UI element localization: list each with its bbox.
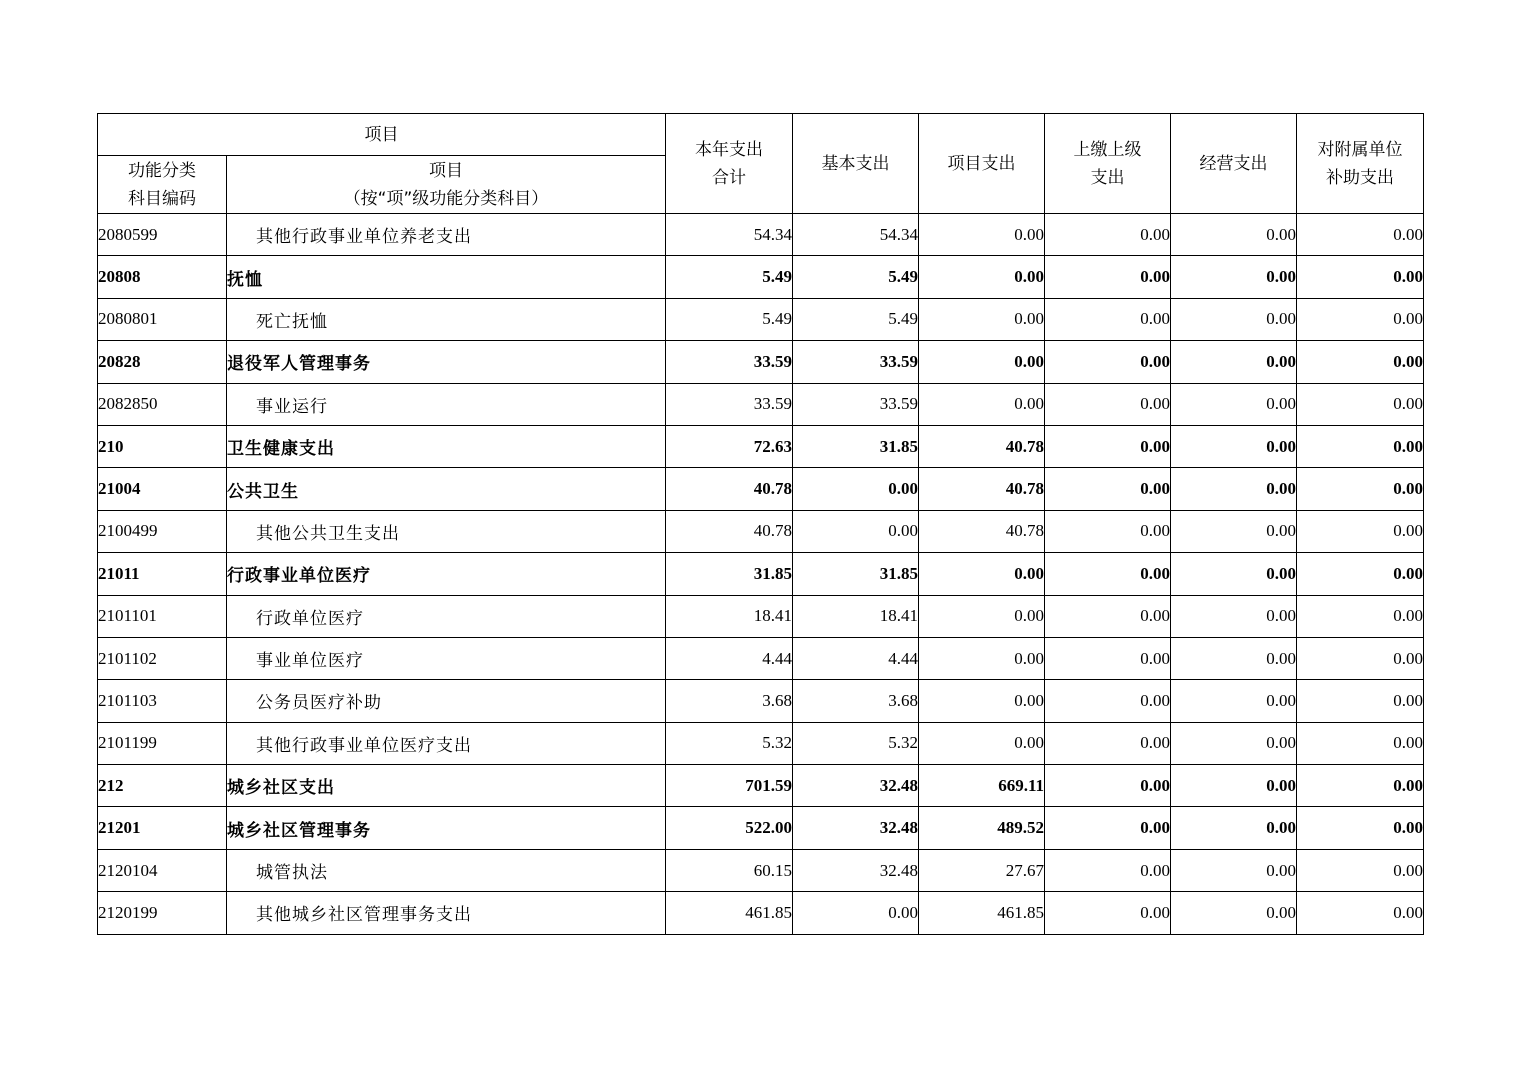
cell-basic: 3.68 bbox=[793, 680, 919, 722]
cell-total: 33.59 bbox=[666, 341, 793, 383]
cell-subsidy: 0.00 bbox=[1297, 807, 1424, 849]
cell-upper: 0.00 bbox=[1045, 553, 1171, 595]
cell-name: 行政单位医疗 bbox=[227, 595, 666, 637]
cell-basic: 0.00 bbox=[793, 892, 919, 934]
cell-upper: 0.00 bbox=[1045, 341, 1171, 383]
cell-basic: 5.49 bbox=[793, 298, 919, 340]
cell-business: 0.00 bbox=[1171, 722, 1297, 764]
cell-subsidy: 0.00 bbox=[1297, 595, 1424, 637]
cell-basic: 5.49 bbox=[793, 256, 919, 298]
header-name: 项目 （按“项”级功能分类科目） bbox=[227, 156, 666, 214]
cell-total: 54.34 bbox=[666, 214, 793, 256]
cell-subsidy: 0.00 bbox=[1297, 214, 1424, 256]
cell-upper: 0.00 bbox=[1045, 214, 1171, 256]
cell-basic: 32.48 bbox=[793, 849, 919, 891]
header-project: 项目支出 bbox=[919, 114, 1045, 214]
cell-total: 5.49 bbox=[666, 298, 793, 340]
table-row bbox=[98, 722, 1424, 764]
table-row bbox=[98, 849, 1424, 891]
cell-basic: 32.48 bbox=[793, 807, 919, 849]
cell-project: 489.52 bbox=[919, 807, 1045, 849]
cell-project: 0.00 bbox=[919, 680, 1045, 722]
header-upper: 上缴上级 支出 bbox=[1045, 114, 1171, 214]
table-row bbox=[98, 510, 1424, 552]
table-row bbox=[98, 214, 1424, 256]
table-row bbox=[98, 553, 1424, 595]
cell-total: 33.59 bbox=[666, 383, 793, 425]
cell-business: 0.00 bbox=[1171, 298, 1297, 340]
cell-project: 27.67 bbox=[919, 849, 1045, 891]
cell-subsidy: 0.00 bbox=[1297, 849, 1424, 891]
table-body bbox=[98, 214, 1424, 935]
cell-basic: 18.41 bbox=[793, 595, 919, 637]
cell-basic: 4.44 bbox=[793, 637, 919, 679]
cell-subsidy: 0.00 bbox=[1297, 341, 1424, 383]
table-row bbox=[98, 256, 1424, 298]
table-row bbox=[98, 383, 1424, 425]
table-row bbox=[98, 765, 1424, 807]
cell-total: 72.63 bbox=[666, 425, 793, 467]
table-row bbox=[98, 680, 1424, 722]
cell-upper: 0.00 bbox=[1045, 722, 1171, 764]
cell-code: 20808 bbox=[98, 256, 227, 298]
cell-code: 2101101 bbox=[98, 595, 227, 637]
cell-name: 事业单位医疗 bbox=[227, 637, 666, 679]
cell-code: 2100499 bbox=[98, 510, 227, 552]
cell-project: 40.78 bbox=[919, 425, 1045, 467]
cell-code: 2082850 bbox=[98, 383, 227, 425]
cell-name: 城乡社区管理事务 bbox=[227, 807, 666, 849]
cell-project: 461.85 bbox=[919, 892, 1045, 934]
cell-total: 522.00 bbox=[666, 807, 793, 849]
cell-subsidy: 0.00 bbox=[1297, 637, 1424, 679]
cell-basic: 5.32 bbox=[793, 722, 919, 764]
cell-project: 669.11 bbox=[919, 765, 1045, 807]
cell-name: 城乡社区支出 bbox=[227, 765, 666, 807]
cell-basic: 33.59 bbox=[793, 341, 919, 383]
cell-project: 0.00 bbox=[919, 553, 1045, 595]
cell-business: 0.00 bbox=[1171, 680, 1297, 722]
cell-subsidy: 0.00 bbox=[1297, 892, 1424, 934]
cell-subsidy: 0.00 bbox=[1297, 765, 1424, 807]
cell-total: 5.32 bbox=[666, 722, 793, 764]
cell-code: 212 bbox=[98, 765, 227, 807]
cell-basic: 54.34 bbox=[793, 214, 919, 256]
cell-upper: 0.00 bbox=[1045, 807, 1171, 849]
cell-project: 0.00 bbox=[919, 256, 1045, 298]
cell-business: 0.00 bbox=[1171, 214, 1297, 256]
cell-total: 3.68 bbox=[666, 680, 793, 722]
cell-upper: 0.00 bbox=[1045, 510, 1171, 552]
cell-total: 40.78 bbox=[666, 510, 793, 552]
table-row bbox=[98, 341, 1424, 383]
cell-upper: 0.00 bbox=[1045, 595, 1171, 637]
cell-basic: 0.00 bbox=[793, 510, 919, 552]
cell-name: 其他公共卫生支出 bbox=[227, 510, 666, 552]
cell-project: 0.00 bbox=[919, 341, 1045, 383]
cell-total: 18.41 bbox=[666, 595, 793, 637]
cell-subsidy: 0.00 bbox=[1297, 510, 1424, 552]
header-total: 本年支出 合计 bbox=[666, 114, 793, 214]
cell-subsidy: 0.00 bbox=[1297, 722, 1424, 764]
cell-total: 40.78 bbox=[666, 468, 793, 510]
header-basic: 基本支出 bbox=[793, 114, 919, 214]
cell-subsidy: 0.00 bbox=[1297, 425, 1424, 467]
cell-business: 0.00 bbox=[1171, 595, 1297, 637]
cell-total: 60.15 bbox=[666, 849, 793, 891]
cell-project: 0.00 bbox=[919, 383, 1045, 425]
cell-upper: 0.00 bbox=[1045, 765, 1171, 807]
cell-upper: 0.00 bbox=[1045, 680, 1171, 722]
cell-code: 2120104 bbox=[98, 849, 227, 891]
table-row bbox=[98, 425, 1424, 467]
cell-business: 0.00 bbox=[1171, 553, 1297, 595]
cell-code: 2120199 bbox=[98, 892, 227, 934]
cell-business: 0.00 bbox=[1171, 807, 1297, 849]
cell-total: 4.44 bbox=[666, 637, 793, 679]
cell-project: 40.78 bbox=[919, 510, 1045, 552]
cell-name: 其他行政事业单位医疗支出 bbox=[227, 722, 666, 764]
cell-subsidy: 0.00 bbox=[1297, 680, 1424, 722]
header-project-group: 项目 bbox=[98, 114, 666, 156]
cell-name: 公共卫生 bbox=[227, 468, 666, 510]
cell-project: 0.00 bbox=[919, 722, 1045, 764]
cell-code: 21004 bbox=[98, 468, 227, 510]
cell-name: 卫生健康支出 bbox=[227, 425, 666, 467]
cell-business: 0.00 bbox=[1171, 468, 1297, 510]
cell-name: 公务员医疗补助 bbox=[227, 680, 666, 722]
cell-project: 0.00 bbox=[919, 298, 1045, 340]
cell-business: 0.00 bbox=[1171, 425, 1297, 467]
table-row bbox=[98, 595, 1424, 637]
expenditure-table bbox=[97, 113, 1424, 935]
cell-basic: 32.48 bbox=[793, 765, 919, 807]
cell-project: 0.00 bbox=[919, 214, 1045, 256]
cell-total: 5.49 bbox=[666, 256, 793, 298]
header-subsidy: 对附属单位 补助支出 bbox=[1297, 114, 1424, 214]
cell-upper: 0.00 bbox=[1045, 256, 1171, 298]
cell-total: 461.85 bbox=[666, 892, 793, 934]
cell-total: 31.85 bbox=[666, 553, 793, 595]
cell-code: 21011 bbox=[98, 553, 227, 595]
cell-basic: 31.85 bbox=[793, 553, 919, 595]
cell-name: 死亡抚恤 bbox=[227, 298, 666, 340]
cell-business: 0.00 bbox=[1171, 341, 1297, 383]
cell-project: 0.00 bbox=[919, 637, 1045, 679]
cell-upper: 0.00 bbox=[1045, 298, 1171, 340]
cell-code: 21201 bbox=[98, 807, 227, 849]
cell-upper: 0.00 bbox=[1045, 849, 1171, 891]
cell-code: 20828 bbox=[98, 341, 227, 383]
cell-upper: 0.00 bbox=[1045, 383, 1171, 425]
header-code: 功能分类 科目编码 bbox=[98, 156, 227, 214]
cell-upper: 0.00 bbox=[1045, 892, 1171, 934]
cell-upper: 0.00 bbox=[1045, 425, 1171, 467]
cell-business: 0.00 bbox=[1171, 256, 1297, 298]
cell-upper: 0.00 bbox=[1045, 637, 1171, 679]
cell-code: 2101103 bbox=[98, 680, 227, 722]
table-row bbox=[98, 298, 1424, 340]
cell-name: 事业运行 bbox=[227, 383, 666, 425]
cell-business: 0.00 bbox=[1171, 510, 1297, 552]
cell-basic: 31.85 bbox=[793, 425, 919, 467]
cell-subsidy: 0.00 bbox=[1297, 298, 1424, 340]
cell-code: 2080801 bbox=[98, 298, 227, 340]
table-row bbox=[98, 807, 1424, 849]
cell-name: 其他城乡社区管理事务支出 bbox=[227, 892, 666, 934]
cell-business: 0.00 bbox=[1171, 892, 1297, 934]
cell-subsidy: 0.00 bbox=[1297, 468, 1424, 510]
cell-code: 210 bbox=[98, 425, 227, 467]
header-business: 经营支出 bbox=[1171, 114, 1297, 214]
cell-name: 退役军人管理事务 bbox=[227, 341, 666, 383]
cell-business: 0.00 bbox=[1171, 765, 1297, 807]
cell-upper: 0.00 bbox=[1045, 468, 1171, 510]
cell-name: 行政事业单位医疗 bbox=[227, 553, 666, 595]
cell-code: 2101199 bbox=[98, 722, 227, 764]
table-row bbox=[98, 637, 1424, 679]
cell-business: 0.00 bbox=[1171, 383, 1297, 425]
cell-total: 701.59 bbox=[666, 765, 793, 807]
cell-subsidy: 0.00 bbox=[1297, 553, 1424, 595]
table-row bbox=[98, 468, 1424, 510]
cell-business: 0.00 bbox=[1171, 637, 1297, 679]
cell-subsidy: 0.00 bbox=[1297, 383, 1424, 425]
cell-project: 0.00 bbox=[919, 595, 1045, 637]
cell-name: 城管执法 bbox=[227, 849, 666, 891]
cell-name: 其他行政事业单位养老支出 bbox=[227, 214, 666, 256]
table-row bbox=[98, 892, 1424, 934]
cell-business: 0.00 bbox=[1171, 849, 1297, 891]
cell-project: 40.78 bbox=[919, 468, 1045, 510]
cell-code: 2080599 bbox=[98, 214, 227, 256]
cell-code: 2101102 bbox=[98, 637, 227, 679]
cell-basic: 0.00 bbox=[793, 468, 919, 510]
cell-subsidy: 0.00 bbox=[1297, 256, 1424, 298]
cell-name: 抚恤 bbox=[227, 256, 666, 298]
cell-basic: 33.59 bbox=[793, 383, 919, 425]
